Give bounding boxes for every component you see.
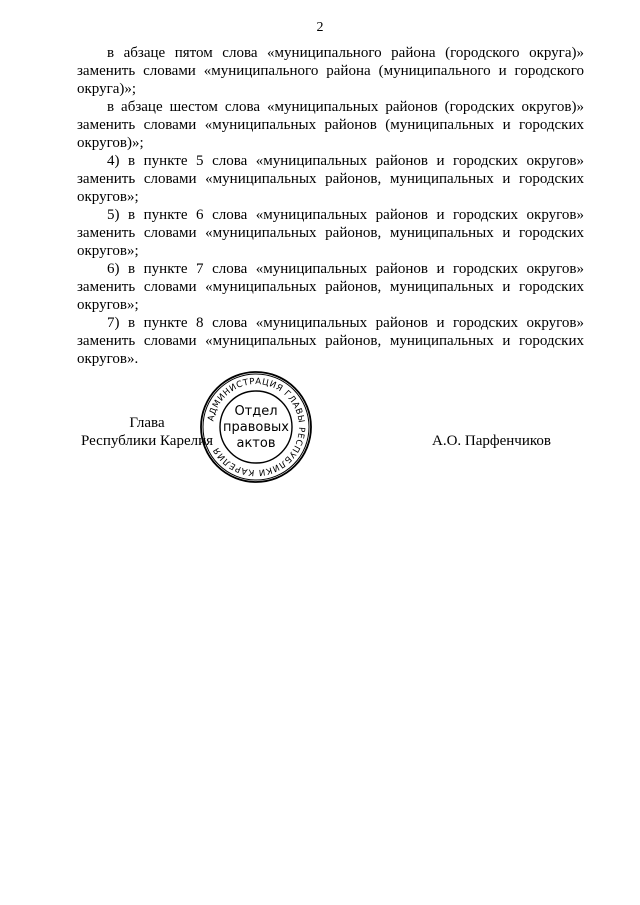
official-stamp xyxy=(198,369,314,485)
signatory-title xyxy=(81,414,213,450)
paragraph-3: 4) в пункте 5 слова «муниципальных районов и городских округов» заменить словами «муниципальных районов, муниципальных и городских округов»; xyxy=(77,153,584,205)
paragraph-6: 7) в пункте 8 слова «муниципальных районов и городских округов» заменить словами «муниципальных районов, муниципальных и городских округов». xyxy=(77,315,584,367)
stamp-center-line-1: Отдел xyxy=(234,404,278,419)
stamp-ring-text: АДМИНИСТРАЦИЯ ГЛАВЫ РЕСПУБЛИКИ КАРЕЛИЯ xyxy=(206,376,307,478)
signatory-title-line-1: Глава xyxy=(129,415,165,431)
document-body xyxy=(77,44,584,368)
stamp-seal-graphic xyxy=(198,369,314,485)
paragraph-4: 5) в пункте 6 слова «муниципальных районов и городских округов» заменить словами «муниципальных районов, муниципальных и городских округов»; xyxy=(77,207,584,259)
paragraph-1: в абзаце пятом слова «муниципального района (городского округа)» заменить словами «муниципального района (муниципального и городского округа)»; xyxy=(77,45,584,97)
signatory-name: А.О. Парфенчиков xyxy=(432,433,551,449)
paragraph-5: 6) в пункте 7 слова «муниципальных районов и городских округов» заменить словами «муниципальных районов, муниципальных и городских округов»; xyxy=(77,261,584,313)
stamp-center-line-3: актов xyxy=(236,436,276,451)
signatory-title-line-2: Республики Карелия xyxy=(81,433,214,449)
page-number: 2 xyxy=(316,20,324,35)
paragraph-2: в абзаце шестом слова «муниципальных районов (городских округов)» заменить словами «муниципальных районов (муниципальных и городских округов)»; xyxy=(77,99,584,151)
stamp-center-line-2: правовых xyxy=(223,420,289,435)
